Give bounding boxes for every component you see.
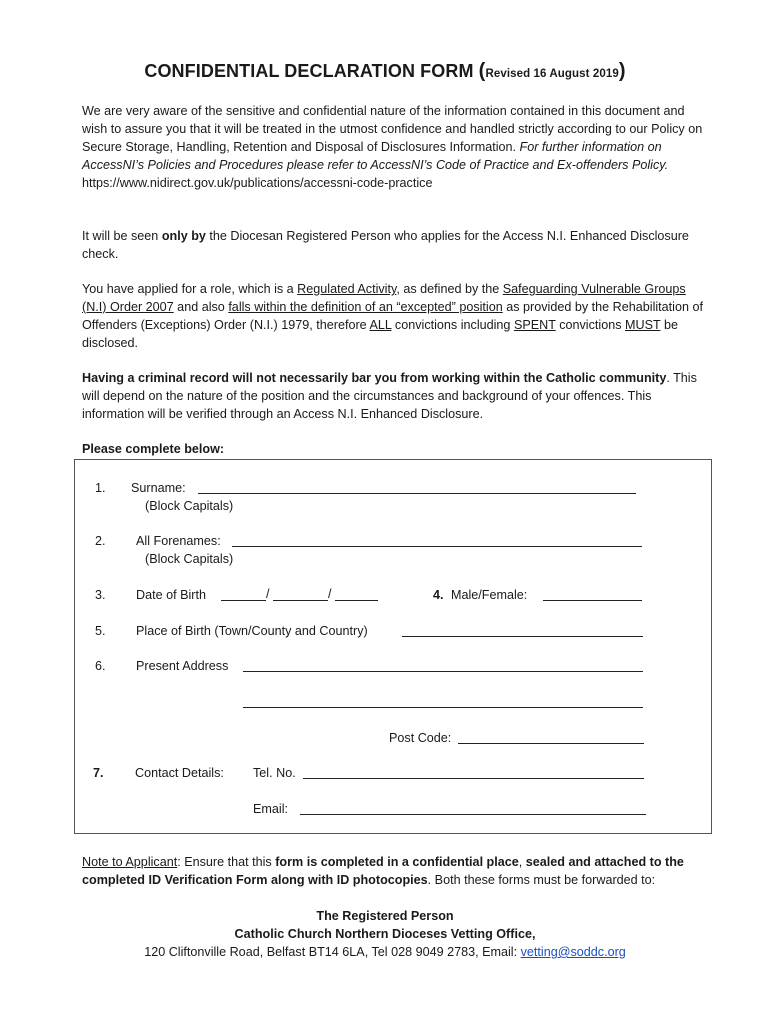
all-word: ALL bbox=[369, 318, 392, 332]
postcode-field[interactable] bbox=[458, 743, 644, 744]
dob-label: Date of Birth bbox=[136, 588, 206, 602]
surname-block-capitals: (Block Capitals) bbox=[145, 499, 234, 513]
role-p2: , as defined by the bbox=[396, 282, 503, 296]
seen-pre: It will be seen bbox=[82, 229, 162, 243]
gender-label: Male/Female: bbox=[451, 588, 528, 602]
revision-date: Revised 16 August 2019 bbox=[485, 68, 619, 80]
forenames-field[interactable] bbox=[232, 546, 642, 547]
forenames-label: All Forenames: bbox=[136, 534, 221, 548]
svg-order: Safeguarding Vulnerable Groups (N.I) Order 2007 bbox=[82, 282, 686, 314]
role-p4: as provided by the Rehabilitation of Offenders (Exceptions) Order (N.I.) 1979, therefore bbox=[82, 300, 703, 332]
role-p7: be disclosed. bbox=[82, 318, 678, 350]
must-word: MUST bbox=[625, 318, 661, 332]
seen-paragraph bbox=[82, 227, 712, 263]
postcode-label: Post Code: bbox=[389, 731, 452, 745]
role-p3: and also bbox=[173, 300, 229, 314]
registered-person: The Registered Person bbox=[316, 909, 454, 923]
tel-label: Tel. No. bbox=[253, 766, 296, 780]
title-open-paren: ( bbox=[478, 60, 486, 82]
surname-field[interactable] bbox=[198, 493, 636, 494]
field-7-number: 7. bbox=[93, 766, 104, 780]
note-b1: form is completed in a confidential place bbox=[275, 855, 519, 869]
please-complete-heading: Please complete below: bbox=[82, 442, 225, 456]
intro-paragraph bbox=[82, 102, 712, 192]
dob-month-field[interactable] bbox=[273, 600, 328, 601]
surname-label: Surname: bbox=[131, 481, 186, 495]
note-p1: : Ensure that this bbox=[177, 855, 276, 869]
place-of-birth-field[interactable] bbox=[402, 636, 643, 637]
note-p3: . Both these forms must be forwarded to: bbox=[427, 873, 656, 887]
office-address bbox=[0, 943, 770, 961]
excepted-position: falls within the definition of an “excepted” position bbox=[228, 300, 503, 314]
address-line-1-field[interactable] bbox=[243, 671, 643, 672]
tel-field[interactable] bbox=[303, 778, 644, 779]
dob-year-field[interactable] bbox=[335, 600, 378, 601]
seen-bold: only by bbox=[161, 229, 206, 243]
vetting-office: Catholic Church Northern Dioceses Vetting Office, bbox=[234, 927, 536, 941]
note-paragraph bbox=[82, 853, 712, 889]
record-bold: Having a criminal record will not necessarily bar you from working within the Catholic community bbox=[82, 371, 667, 385]
field-3-number: 3. bbox=[95, 588, 106, 602]
email-field[interactable] bbox=[300, 814, 646, 815]
title-text: CONFIDENTIAL DECLARATION FORM bbox=[144, 61, 474, 81]
role-p1: You have applied for a role, which is a bbox=[82, 282, 298, 296]
gender-field[interactable] bbox=[543, 600, 642, 601]
dob-slash-1: / bbox=[266, 587, 270, 601]
dob-day-field[interactable] bbox=[221, 600, 266, 601]
email-label: Email: bbox=[253, 802, 288, 816]
field-6-number: 6. bbox=[95, 659, 106, 673]
regulated-activity: Regulated Activity bbox=[297, 282, 397, 296]
policy-url: https://www.nidirect.gov.uk/publications/accessni-code-practice bbox=[82, 176, 433, 190]
field-2-number: 2. bbox=[95, 534, 106, 548]
intro-text: We are very aware of the sensitive and confidential nature of the information contained in this document and wish to assure you that it will be treated in the utmost confidence and handled strictly according to our Policy on Secure Storage, Handling, Retention and Disposal of Disclosures Information. bbox=[82, 104, 703, 154]
office-address-text: 120 Cliftonville Road, Belfast BT14 6LA, Tel 028 9049 2783, Email: bbox=[144, 945, 521, 959]
note-b2: sealed and attached to the completed ID Verification Form along with ID photocopies bbox=[82, 855, 684, 887]
note-to-applicant: Note to Applicant bbox=[82, 855, 178, 869]
place-of-birth-label: Place of Birth (Town/County and Country) bbox=[136, 624, 368, 638]
seen-post: the Diocesan Registered Person who applies for the Access N.I. Enhanced Disclosure check. bbox=[82, 229, 689, 261]
title-close-paren: ) bbox=[618, 60, 626, 82]
role-p5: convictions including bbox=[391, 318, 514, 332]
intro-italic: For further information on AccessNI’s Policies and Procedures please refer to AccessNI’s Code of Practice and Ex-offenders Policy. bbox=[82, 140, 669, 172]
forenames-block-capitals: (Block Capitals) bbox=[145, 552, 234, 566]
address-line-2-field[interactable] bbox=[243, 707, 643, 708]
role-p6: convictions bbox=[555, 318, 625, 332]
field-5-number: 5. bbox=[95, 624, 106, 638]
vetting-email-link[interactable]: vetting@soddc.org bbox=[520, 945, 626, 959]
role-paragraph bbox=[82, 280, 712, 352]
address-label: Present Address bbox=[136, 659, 229, 673]
dob-slash-2: / bbox=[328, 587, 332, 601]
spent-word: SPENT bbox=[513, 318, 556, 332]
field-1-number: 1. bbox=[95, 481, 106, 495]
record-text: . This will depend on the nature of the position and the circumstances and background of your offences. This information will be verified through an Access N.I. Enhanced Disclosure. bbox=[82, 371, 697, 421]
note-p2: , bbox=[518, 855, 526, 869]
page-title bbox=[0, 60, 770, 83]
record-paragraph bbox=[82, 369, 712, 423]
contact-details-label: Contact Details: bbox=[135, 766, 224, 780]
field-4-number: 4. bbox=[433, 588, 444, 602]
